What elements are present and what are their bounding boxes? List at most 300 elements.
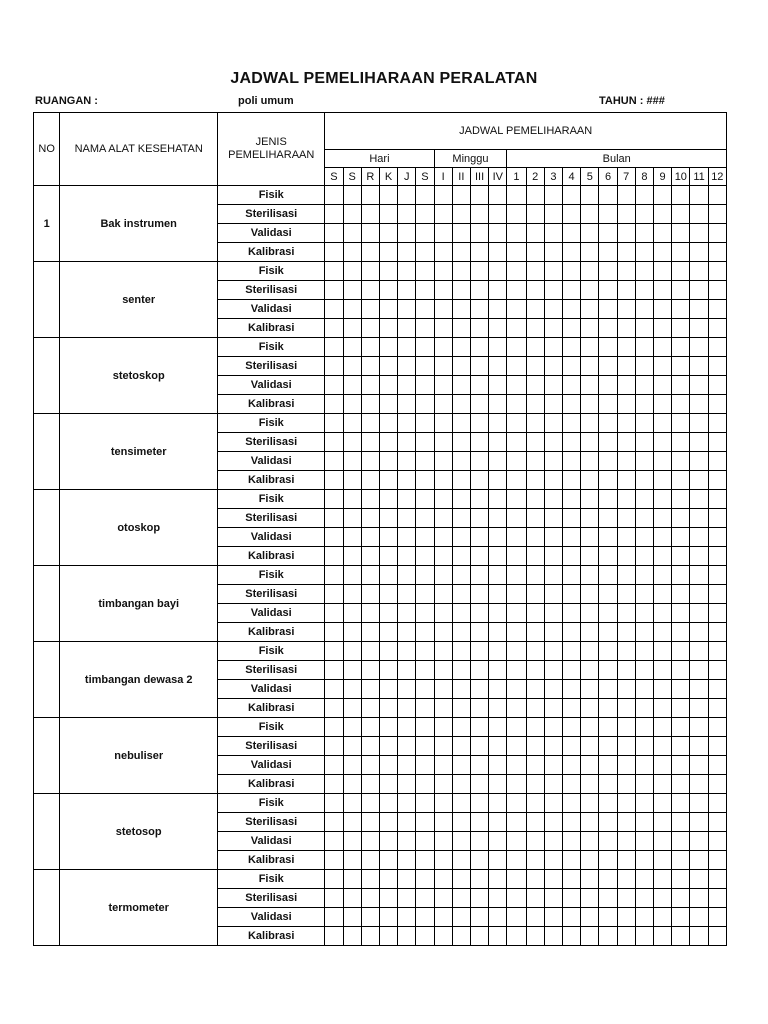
schedule-cell[interactable] [398,262,416,281]
schedule-cell[interactable] [581,699,599,718]
schedule-cell[interactable] [361,889,379,908]
schedule-cell[interactable] [452,642,470,661]
schedule-cell[interactable] [544,927,562,946]
schedule-cell[interactable] [708,376,726,395]
schedule-cell[interactable] [325,452,343,471]
schedule-cell[interactable] [690,908,708,927]
schedule-cell[interactable] [470,528,488,547]
schedule-cell[interactable] [617,357,635,376]
schedule-cell[interactable] [526,414,544,433]
schedule-cell[interactable] [617,661,635,680]
schedule-cell[interactable] [635,376,653,395]
schedule-cell[interactable] [635,680,653,699]
schedule-cell[interactable] [398,452,416,471]
schedule-cell[interactable] [325,661,343,680]
schedule-cell[interactable] [599,699,617,718]
schedule-cell[interactable] [361,908,379,927]
schedule-cell[interactable] [563,661,581,680]
schedule-cell[interactable] [361,566,379,585]
schedule-cell[interactable] [416,452,434,471]
schedule-cell[interactable] [563,547,581,566]
schedule-cell[interactable] [343,224,361,243]
schedule-cell[interactable] [581,623,599,642]
schedule-cell[interactable] [544,794,562,813]
schedule-cell[interactable] [599,851,617,870]
schedule-cell[interactable] [416,604,434,623]
schedule-cell[interactable] [416,281,434,300]
schedule-cell[interactable] [708,661,726,680]
schedule-cell[interactable] [526,642,544,661]
schedule-cell[interactable] [544,376,562,395]
schedule-cell[interactable] [416,509,434,528]
schedule-cell[interactable] [599,319,617,338]
schedule-cell[interactable] [379,927,397,946]
schedule-cell[interactable] [452,680,470,699]
schedule-cell[interactable] [635,699,653,718]
schedule-cell[interactable] [544,452,562,471]
schedule-cell[interactable] [470,281,488,300]
schedule-cell[interactable] [343,281,361,300]
schedule-cell[interactable] [690,680,708,699]
schedule-cell[interactable] [563,281,581,300]
schedule-cell[interactable] [599,243,617,262]
schedule-cell[interactable] [398,319,416,338]
schedule-cell[interactable] [635,319,653,338]
schedule-cell[interactable] [325,509,343,528]
schedule-cell[interactable] [526,433,544,452]
schedule-cell[interactable] [544,471,562,490]
schedule-cell[interactable] [635,642,653,661]
schedule-cell[interactable] [563,319,581,338]
schedule-cell[interactable] [617,528,635,547]
schedule-cell[interactable] [361,737,379,756]
schedule-cell[interactable] [361,490,379,509]
schedule-cell[interactable] [708,433,726,452]
schedule-cell[interactable] [343,357,361,376]
schedule-cell[interactable] [599,585,617,604]
schedule-cell[interactable] [325,300,343,319]
schedule-cell[interactable] [544,908,562,927]
schedule-cell[interactable] [635,832,653,851]
schedule-cell[interactable] [489,775,507,794]
schedule-cell[interactable] [343,623,361,642]
schedule-cell[interactable] [507,243,526,262]
schedule-cell[interactable] [398,547,416,566]
schedule-cell[interactable] [617,927,635,946]
schedule-cell[interactable] [672,281,690,300]
schedule-cell[interactable] [708,737,726,756]
schedule-cell[interactable] [563,775,581,794]
schedule-cell[interactable] [635,851,653,870]
schedule-cell[interactable] [635,205,653,224]
schedule-cell[interactable] [544,604,562,623]
schedule-cell[interactable] [672,718,690,737]
schedule-cell[interactable] [599,794,617,813]
schedule-cell[interactable] [708,832,726,851]
schedule-cell[interactable] [617,452,635,471]
schedule-cell[interactable] [452,452,470,471]
schedule-cell[interactable] [617,832,635,851]
schedule-cell[interactable] [599,756,617,775]
schedule-cell[interactable] [526,623,544,642]
schedule-cell[interactable] [544,661,562,680]
schedule-cell[interactable] [507,414,526,433]
schedule-cell[interactable] [563,680,581,699]
schedule-cell[interactable] [489,718,507,737]
schedule-cell[interactable] [635,623,653,642]
schedule-cell[interactable] [635,604,653,623]
schedule-cell[interactable] [635,357,653,376]
schedule-cell[interactable] [325,794,343,813]
schedule-cell[interactable] [708,300,726,319]
schedule-cell[interactable] [708,604,726,623]
schedule-cell[interactable] [581,528,599,547]
schedule-cell[interactable] [379,376,397,395]
schedule-cell[interactable] [325,813,343,832]
schedule-cell[interactable] [416,319,434,338]
schedule-cell[interactable] [599,604,617,623]
schedule-cell[interactable] [563,262,581,281]
schedule-cell[interactable] [398,870,416,889]
schedule-cell[interactable] [343,775,361,794]
schedule-cell[interactable] [398,528,416,547]
schedule-cell[interactable] [434,471,452,490]
schedule-cell[interactable] [470,243,488,262]
schedule-cell[interactable] [654,490,672,509]
schedule-cell[interactable] [489,395,507,414]
schedule-cell[interactable] [343,756,361,775]
schedule-cell[interactable] [452,471,470,490]
schedule-cell[interactable] [526,794,544,813]
schedule-cell[interactable] [654,794,672,813]
schedule-cell[interactable] [563,528,581,547]
schedule-cell[interactable] [325,357,343,376]
schedule-cell[interactable] [398,737,416,756]
schedule-cell[interactable] [452,547,470,566]
schedule-cell[interactable] [599,813,617,832]
schedule-cell[interactable] [708,623,726,642]
schedule-cell[interactable] [690,262,708,281]
schedule-cell[interactable] [581,471,599,490]
schedule-cell[interactable] [434,528,452,547]
schedule-cell[interactable] [489,661,507,680]
schedule-cell[interactable] [654,205,672,224]
schedule-cell[interactable] [398,699,416,718]
schedule-cell[interactable] [690,395,708,414]
schedule-cell[interactable] [325,756,343,775]
schedule-cell[interactable] [343,471,361,490]
schedule-cell[interactable] [343,243,361,262]
schedule-cell[interactable] [489,680,507,699]
schedule-cell[interactable] [599,927,617,946]
schedule-cell[interactable] [507,395,526,414]
schedule-cell[interactable] [379,623,397,642]
schedule-cell[interactable] [563,737,581,756]
schedule-cell[interactable] [654,224,672,243]
schedule-cell[interactable] [489,832,507,851]
schedule-cell[interactable] [635,186,653,205]
schedule-cell[interactable] [416,585,434,604]
schedule-cell[interactable] [581,281,599,300]
schedule-cell[interactable] [361,357,379,376]
schedule-cell[interactable] [361,794,379,813]
schedule-cell[interactable] [434,832,452,851]
schedule-cell[interactable] [526,889,544,908]
schedule-cell[interactable] [343,813,361,832]
schedule-cell[interactable] [398,889,416,908]
schedule-cell[interactable] [489,281,507,300]
schedule-cell[interactable] [434,281,452,300]
schedule-cell[interactable] [470,471,488,490]
schedule-cell[interactable] [563,224,581,243]
schedule-cell[interactable] [452,699,470,718]
schedule-cell[interactable] [708,509,726,528]
schedule-cell[interactable] [690,452,708,471]
schedule-cell[interactable] [672,661,690,680]
schedule-cell[interactable] [398,205,416,224]
schedule-cell[interactable] [563,870,581,889]
schedule-cell[interactable] [325,528,343,547]
schedule-cell[interactable] [325,433,343,452]
schedule-cell[interactable] [379,794,397,813]
schedule-cell[interactable] [617,642,635,661]
schedule-cell[interactable] [672,414,690,433]
schedule-cell[interactable] [617,281,635,300]
schedule-cell[interactable] [617,547,635,566]
schedule-cell[interactable] [325,908,343,927]
schedule-cell[interactable] [361,756,379,775]
schedule-cell[interactable] [635,395,653,414]
schedule-cell[interactable] [416,300,434,319]
schedule-cell[interactable] [489,243,507,262]
schedule-cell[interactable] [507,794,526,813]
schedule-cell[interactable] [325,414,343,433]
schedule-cell[interactable] [563,851,581,870]
schedule-cell[interactable] [361,718,379,737]
schedule-cell[interactable] [672,585,690,604]
schedule-cell[interactable] [452,585,470,604]
schedule-cell[interactable] [526,509,544,528]
schedule-cell[interactable] [599,775,617,794]
schedule-cell[interactable] [690,186,708,205]
schedule-cell[interactable] [416,623,434,642]
schedule-cell[interactable] [690,224,708,243]
schedule-cell[interactable] [690,661,708,680]
schedule-cell[interactable] [470,680,488,699]
schedule-cell[interactable] [489,357,507,376]
schedule-cell[interactable] [398,908,416,927]
schedule-cell[interactable] [398,509,416,528]
schedule-cell[interactable] [581,604,599,623]
schedule-cell[interactable] [672,243,690,262]
schedule-cell[interactable] [416,433,434,452]
schedule-cell[interactable] [526,661,544,680]
schedule-cell[interactable] [489,794,507,813]
schedule-cell[interactable] [325,642,343,661]
schedule-cell[interactable] [361,395,379,414]
schedule-cell[interactable] [343,414,361,433]
schedule-cell[interactable] [563,414,581,433]
schedule-cell[interactable] [581,585,599,604]
schedule-cell[interactable] [526,566,544,585]
schedule-cell[interactable] [452,775,470,794]
schedule-cell[interactable] [708,699,726,718]
schedule-cell[interactable] [617,262,635,281]
schedule-cell[interactable] [452,186,470,205]
schedule-cell[interactable] [581,908,599,927]
schedule-cell[interactable] [452,357,470,376]
schedule-cell[interactable] [654,832,672,851]
schedule-cell[interactable] [379,604,397,623]
schedule-cell[interactable] [599,471,617,490]
schedule-cell[interactable] [507,281,526,300]
schedule-cell[interactable] [325,205,343,224]
schedule-cell[interactable] [672,376,690,395]
schedule-cell[interactable] [379,509,397,528]
schedule-cell[interactable] [507,870,526,889]
schedule-cell[interactable] [544,414,562,433]
schedule-cell[interactable] [526,262,544,281]
schedule-cell[interactable] [434,490,452,509]
schedule-cell[interactable] [379,775,397,794]
schedule-cell[interactable] [599,528,617,547]
schedule-cell[interactable] [617,243,635,262]
schedule-cell[interactable] [379,718,397,737]
schedule-cell[interactable] [361,452,379,471]
schedule-cell[interactable] [452,756,470,775]
schedule-cell[interactable] [654,452,672,471]
schedule-cell[interactable] [379,471,397,490]
schedule-cell[interactable] [507,509,526,528]
schedule-cell[interactable] [563,243,581,262]
schedule-cell[interactable] [379,338,397,357]
schedule-cell[interactable] [379,243,397,262]
schedule-cell[interactable] [654,927,672,946]
schedule-cell[interactable] [398,851,416,870]
schedule-cell[interactable] [325,623,343,642]
schedule-cell[interactable] [470,509,488,528]
schedule-cell[interactable] [489,623,507,642]
schedule-cell[interactable] [361,680,379,699]
schedule-cell[interactable] [690,357,708,376]
schedule-cell[interactable] [708,927,726,946]
schedule-cell[interactable] [654,433,672,452]
schedule-cell[interactable] [690,338,708,357]
schedule-cell[interactable] [708,528,726,547]
schedule-cell[interactable] [563,585,581,604]
schedule-cell[interactable] [489,490,507,509]
schedule-cell[interactable] [343,737,361,756]
schedule-cell[interactable] [690,414,708,433]
schedule-cell[interactable] [563,376,581,395]
schedule-cell[interactable] [416,908,434,927]
schedule-cell[interactable] [617,186,635,205]
schedule-cell[interactable] [470,623,488,642]
schedule-cell[interactable] [563,471,581,490]
schedule-cell[interactable] [635,813,653,832]
schedule-cell[interactable] [470,832,488,851]
schedule-cell[interactable] [635,509,653,528]
schedule-cell[interactable] [581,851,599,870]
schedule-cell[interactable] [581,642,599,661]
schedule-cell[interactable] [489,528,507,547]
schedule-cell[interactable] [581,718,599,737]
schedule-cell[interactable] [470,604,488,623]
schedule-cell[interactable] [654,851,672,870]
schedule-cell[interactable] [581,357,599,376]
schedule-cell[interactable] [507,813,526,832]
schedule-cell[interactable] [526,395,544,414]
schedule-cell[interactable] [617,509,635,528]
schedule-cell[interactable] [507,224,526,243]
schedule-cell[interactable] [507,186,526,205]
schedule-cell[interactable] [325,566,343,585]
schedule-cell[interactable] [470,357,488,376]
schedule-cell[interactable] [544,281,562,300]
schedule-cell[interactable] [544,243,562,262]
schedule-cell[interactable] [690,547,708,566]
schedule-cell[interactable] [452,243,470,262]
schedule-cell[interactable] [507,338,526,357]
schedule-cell[interactable] [416,471,434,490]
schedule-cell[interactable] [325,490,343,509]
schedule-cell[interactable] [470,566,488,585]
schedule-cell[interactable] [544,737,562,756]
schedule-cell[interactable] [599,718,617,737]
schedule-cell[interactable] [690,433,708,452]
schedule-cell[interactable] [325,737,343,756]
schedule-cell[interactable] [361,300,379,319]
schedule-cell[interactable] [452,509,470,528]
schedule-cell[interactable] [672,756,690,775]
schedule-cell[interactable] [526,338,544,357]
schedule-cell[interactable] [581,186,599,205]
schedule-cell[interactable] [617,699,635,718]
schedule-cell[interactable] [343,718,361,737]
schedule-cell[interactable] [599,737,617,756]
schedule-cell[interactable] [617,566,635,585]
schedule-cell[interactable] [343,528,361,547]
schedule-cell[interactable] [379,851,397,870]
schedule-cell[interactable] [672,699,690,718]
schedule-cell[interactable] [690,832,708,851]
schedule-cell[interactable] [563,300,581,319]
schedule-cell[interactable] [398,832,416,851]
schedule-cell[interactable] [526,699,544,718]
schedule-cell[interactable] [526,756,544,775]
schedule-cell[interactable] [398,680,416,699]
schedule-cell[interactable] [581,243,599,262]
schedule-cell[interactable] [470,547,488,566]
schedule-cell[interactable] [416,718,434,737]
schedule-cell[interactable] [489,585,507,604]
schedule-cell[interactable] [672,433,690,452]
schedule-cell[interactable] [489,224,507,243]
schedule-cell[interactable] [489,699,507,718]
schedule-cell[interactable] [416,756,434,775]
schedule-cell[interactable] [434,889,452,908]
schedule-cell[interactable] [343,908,361,927]
schedule-cell[interactable] [599,414,617,433]
schedule-cell[interactable] [635,547,653,566]
schedule-cell[interactable] [690,870,708,889]
schedule-cell[interactable] [526,832,544,851]
schedule-cell[interactable] [452,319,470,338]
schedule-cell[interactable] [617,756,635,775]
schedule-cell[interactable] [544,319,562,338]
schedule-cell[interactable] [398,186,416,205]
schedule-cell[interactable] [361,319,379,338]
